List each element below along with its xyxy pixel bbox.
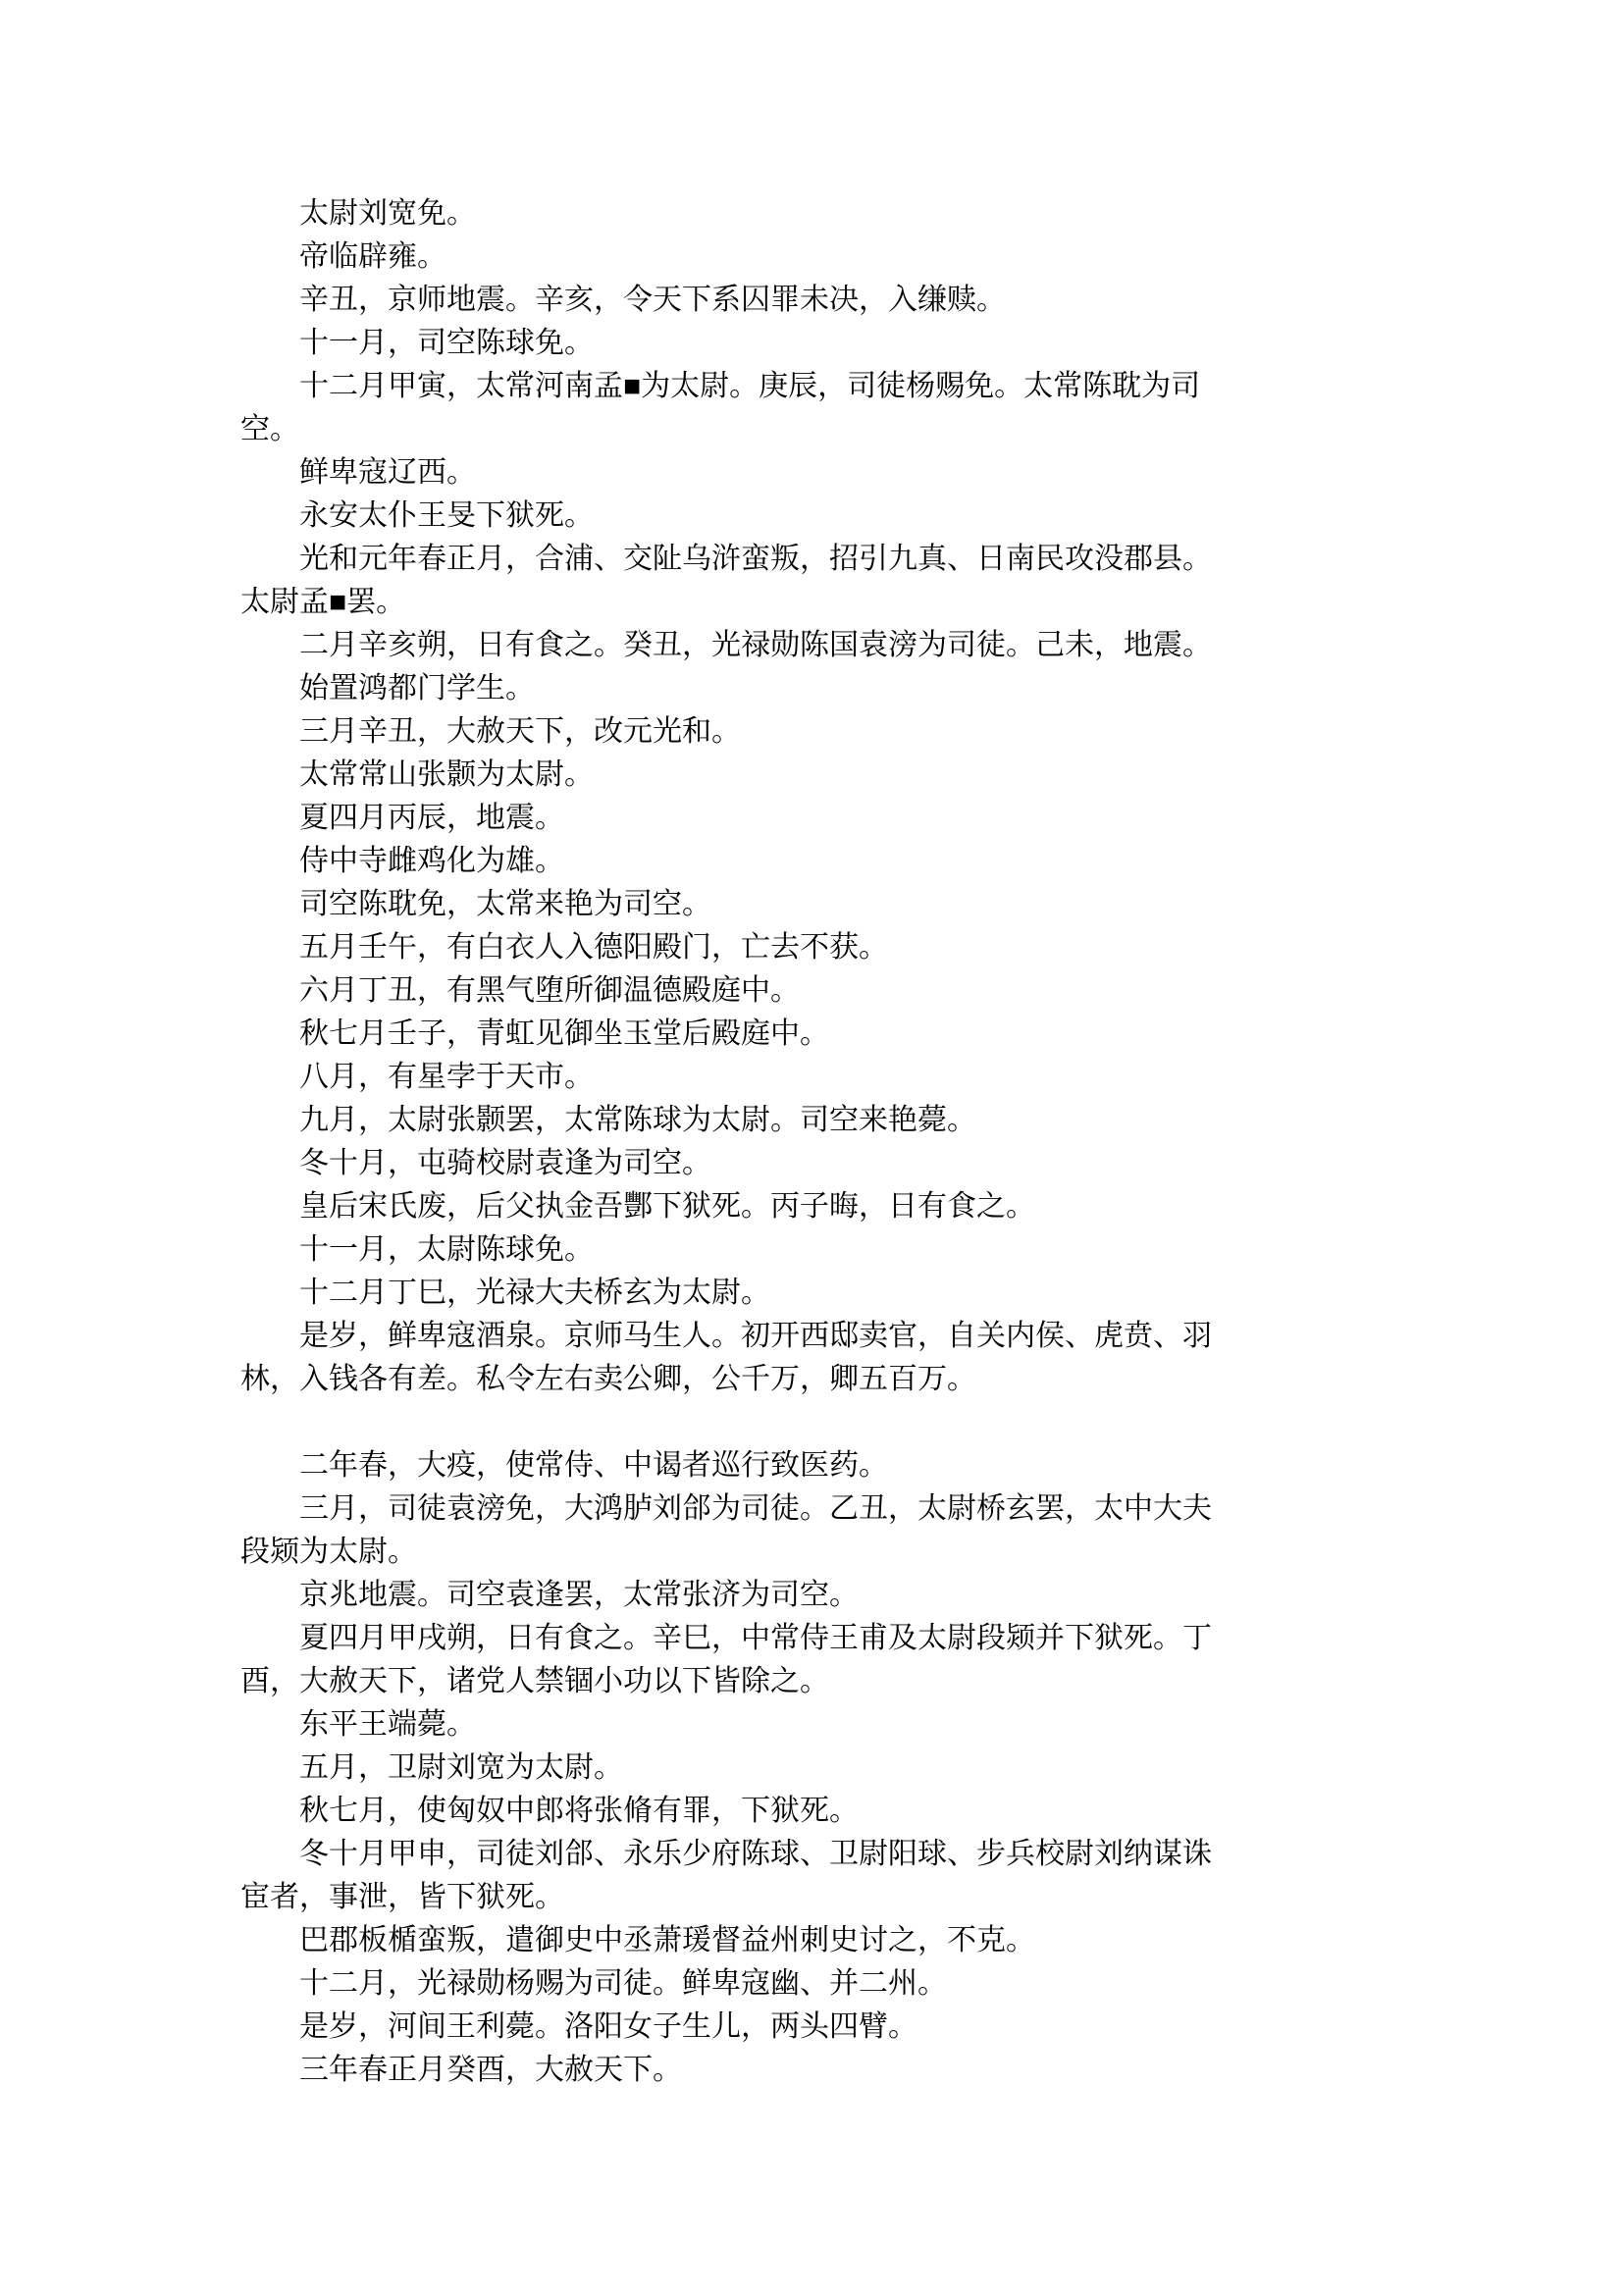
text-line: 秋七月壬子，青虹见御坐玉堂后殿庭中。 [299, 1017, 829, 1050]
text-line: 十一月，司空陈球免。 [299, 327, 594, 359]
text-line: 三年春正月癸酉，大赦天下。 [299, 2054, 682, 2086]
text-line: 夏四月丙辰，地震。 [299, 802, 564, 834]
text-line: 是岁，鲜卑寇酒泉。京师马生人。初开西邸卖官，自关内侯、虎贲、羽 [299, 1320, 1212, 1352]
text-line: 十二月甲寅，太常河南孟■为太尉。庚辰，司徒杨赐免。太常陈耽为司 [299, 370, 1201, 402]
text-line: 段颎为太尉。 [240, 1536, 417, 1568]
text-line: 五月，卫尉刘宽为太尉。 [299, 1751, 623, 1784]
text-line: 五月壬午，有白衣人入德阳殿门，亡去不获。 [299, 931, 888, 964]
text-line: 十一月，太尉陈球免。 [299, 1233, 594, 1266]
text-line: 始置鸿都门学生。 [299, 672, 535, 704]
text-line: 司空陈耽免，太常来艳为司空。 [299, 888, 711, 920]
text-line: 光和元年春正月，合浦、交阯乌浒蛮叛，招引九真、日南民攻没郡县。 [299, 543, 1212, 575]
text-line: 巴郡板楯蛮叛，遣御史中丞萧瑗督益州刺史讨之，不克。 [299, 1924, 1035, 1956]
text-line: 三月辛丑，大赦天下，改元光和。 [299, 715, 741, 748]
text-line: 八月，有星孛于天市。 [299, 1061, 594, 1093]
text-line: 林，入钱各有差。私令左右卖公卿，公千万，卿五百万。 [240, 1363, 976, 1395]
text-line: 秋七月，使匈奴中郎将张脩有罪，下狱死。 [299, 1795, 859, 1827]
text-line: 太常常山张颢为太尉。 [299, 758, 594, 791]
text-line: 永安太仆王旻下狱死。 [299, 499, 594, 532]
text-line: 冬十月甲申，司徒刘郃、永乐少府陈球、卫尉阳球、步兵校尉刘纳谋诛 [299, 1838, 1212, 1870]
text-line: 冬十月，屯骑校尉袁逢为司空。 [299, 1147, 711, 1179]
text-line: 是岁，河间王利薨。洛阳女子生儿，两头四臂。 [299, 2010, 917, 2043]
text-line: 二月辛亥朔，日有食之。癸丑，光禄勋陈国袁滂为司徒。己未，地震。 [299, 629, 1212, 661]
text-line: 十二月，光禄勋杨赐为司徒。鲜卑寇幽、并二州。 [299, 1967, 947, 2000]
document-text-body [240, 192, 1227, 2092]
text-line: 三月，司徒袁滂免，大鸿胪刘郃为司徒。乙丑，太尉桥玄罢，太中大夫 [299, 1492, 1212, 1525]
text-line: 六月丁丑，有黑气堕所御温德殿庭中。 [299, 974, 800, 1007]
text-line: 帝临辟雍。 [299, 240, 446, 273]
text-line: 侍中寺雌鸡化为雄。 [299, 845, 564, 877]
text-line: 太尉孟■罢。 [240, 586, 406, 618]
text-line: 东平王端薨。 [299, 1708, 476, 1741]
text-line: 太尉刘宽免。 [299, 197, 476, 230]
text-line: 夏四月甲戌朔，日有食之。辛巳，中常侍王甫及太尉段颎并下狱死。丁 [299, 1622, 1212, 1654]
text-line: 十二月丁巳，光禄大夫桥玄为太尉。 [299, 1277, 770, 1309]
text-line: 京兆地震。司空袁逢罢，太常张济为司空。 [299, 1579, 859, 1611]
text-line: 辛丑，京师地震。辛亥，令天下系囚罪未决，入缣赎。 [299, 284, 1006, 316]
paragraph-spacer [240, 1401, 1227, 1444]
text-line: 空。 [240, 413, 299, 445]
text-line: 皇后宋氏废，后父执金吾酆下狱死。丙子晦，日有食之。 [299, 1190, 1035, 1223]
text-line: 鲜卑寇辽西。 [299, 456, 476, 489]
text-line: 九月，太尉张颢罢，太常陈球为太尉。司空来艳薨。 [299, 1104, 976, 1136]
text-line: 二年春，大疫，使常侍、中谒者巡行致医药。 [299, 1449, 888, 1482]
text-line: 酉，大赦天下，诸党人禁锢小功以下皆除之。 [240, 1665, 829, 1697]
text-line: 宦者，事泄，皆下狱死。 [240, 1881, 564, 1913]
